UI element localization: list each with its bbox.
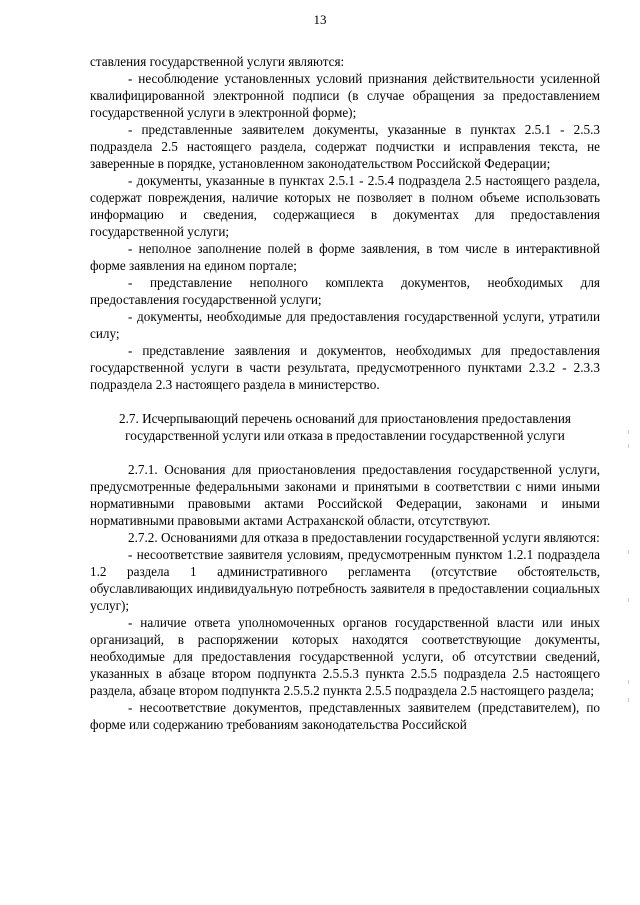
paragraph: 2.7.2. Основаниями для отказа в предоставлении государственной услуги являются: (128, 530, 600, 545)
margin-mark (628, 698, 629, 702)
page-content (90, 53, 600, 733)
margin-mark (628, 680, 629, 684)
paragraph: - несоответствие документов, представленных заявителем (представителем), по форме или содержанию требованиям законодательства Российской (90, 700, 600, 732)
paragraph: - несоответствие заявителя условиям, предусмотренным пунктом 1.2.1 подраздела 1.2 раздела 1 административного регламента (отсутствие обстоятельств, обуславливающих индивидуальную потребность заявителя в предоставлении социальных услуг); (90, 547, 600, 613)
page-number: 13 (313, 12, 327, 27)
list-of-grounds-continued (90, 53, 600, 393)
paragraph: - представление неполного комплекта документов, необходимых для предоставления государственной услуги; (90, 275, 600, 307)
paragraph: - наличие ответа уполномоченных органов государственной власти или иных организаций, в распоряжении которых находятся соответствующие документы, необходимые для предоставления государственной услуги, об отсутствии сведений, указанных в абзаце втором подпункта 2.5.5.3 пункта 2.5.5 подраздела 2.5 настоящего раздела, абзаце втором подпункта 2.5.5.2 пункта 2.5.5 подраздела 2.5 настоящего раздела; (90, 615, 600, 698)
margin-mark (628, 444, 629, 448)
paragraph: - документы, необходимые для предоставления государственной услуги, утратили силу; (90, 309, 600, 341)
paragraph: - представление заявления и документов, необходимых для предоставления государственной услуги в части результата, предусмотренного пунктами 2.3.2 - 2.3.3 подраздела 2.3 настоящего раздела в министерство. (90, 343, 600, 392)
paragraph: - неполное заполнение полей в форме заявления, в том числе в интерактивной форме заявления на едином портале; (90, 241, 600, 273)
paragraph: ставления государственной услуги являются: (90, 54, 345, 69)
margin-mark (628, 550, 629, 554)
margin-mark (628, 430, 629, 434)
paragraph: 2.7.1. Основания для приостановления предоставления государственной услуги, предусмотренные федеральными законами и принятыми в соответствии с ними иными нормативными правовыми актами Российской Федерации, законами и иными нормативными правовыми актами Астраханской области, отсутствуют. (90, 462, 600, 528)
paragraph: - несоблюдение установленных условий признания действительности усиленной квалифицированной электронной подписи (в случае обращения за предоставлением государственной услуги в электронной форме); (90, 71, 600, 120)
scan-margin-marks (626, 430, 632, 750)
section-heading: 2.7. Исчерпывающий перечень оснований для приостановления предоставления государственной услуги или отказа в предоставлении государственной услуги (119, 411, 571, 443)
paragraph: - документы, указанные в пунктах 2.5.1 - 2.5.4 подраздела 2.5 настоящего раздела, содержат повреждения, наличие которых не позволяет в полном объеме использовать информацию и сведения, содержащиеся в документах для предоставления государственной услуги; (90, 173, 600, 239)
section-heading-block (90, 410, 600, 444)
margin-mark (628, 598, 629, 602)
paragraph: - представленные заявителем документы, указанные в пунктах 2.5.1 - 2.5.3 подраздела 2.5 настоящего раздела, содержат подчистки и исправления текста, не заверенные в порядке, установленном законодательством Российской Федерации; (90, 122, 600, 171)
section-2-7-body (90, 461, 600, 733)
